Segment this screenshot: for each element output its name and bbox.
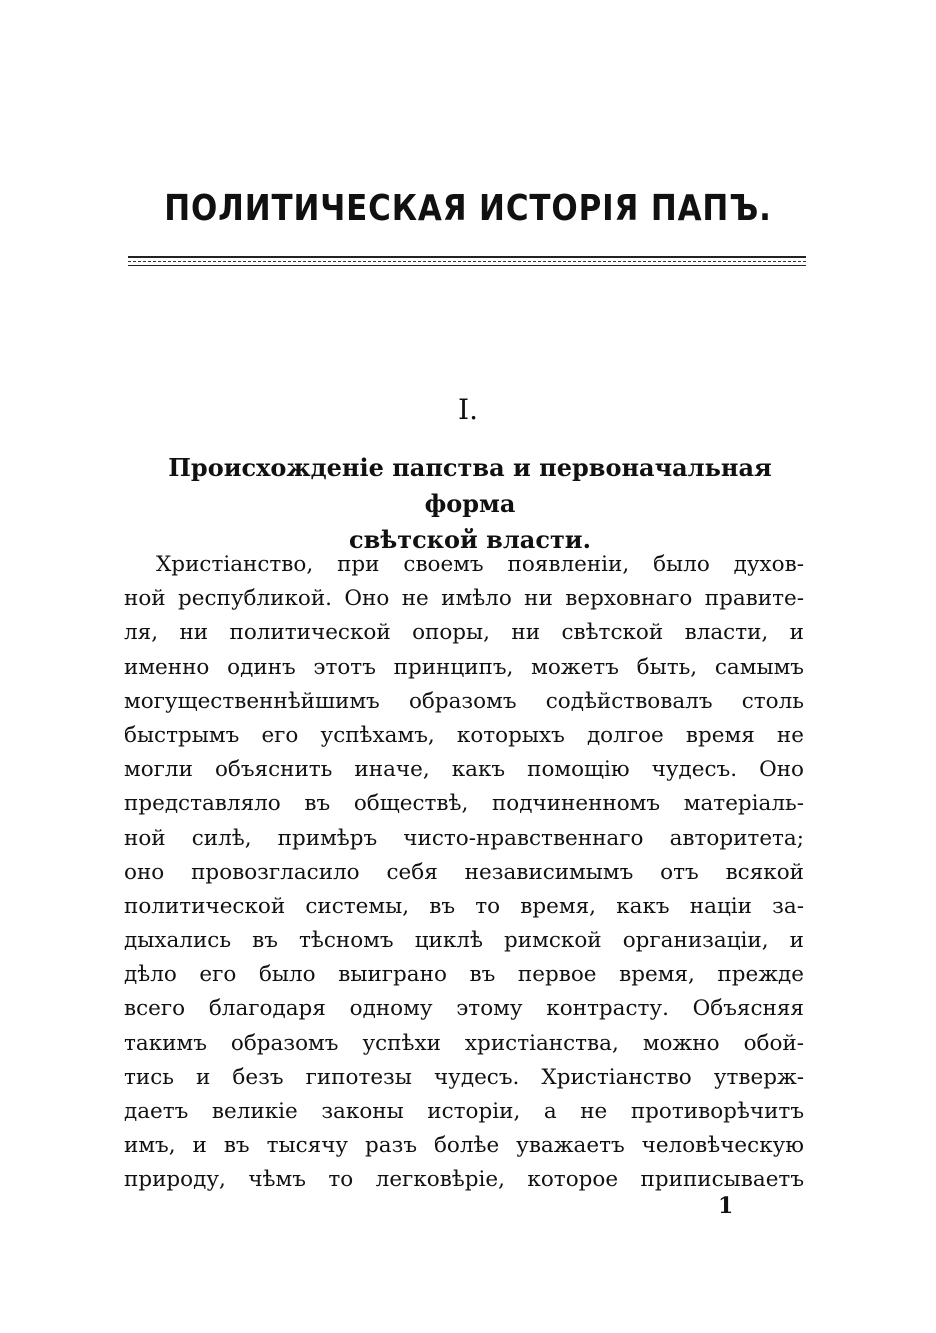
text-line: всего благодаря одному этому контрасту. Объясняя	[124, 996, 804, 1022]
text-line: тись и безъ гипотезы чудесъ. Христіанство утверж-	[124, 1064, 804, 1090]
text-line: ной республикой. Оно не имѣло ни верховнаго правите-	[124, 586, 804, 612]
text-line: политической системы, въ то время, какъ націи за-	[124, 893, 804, 919]
text-line: природу, чѣмъ то легковѣріе, которое приписываетъ	[124, 1167, 804, 1193]
text-line: могущественнѣйшимъ образомъ содѣйствовалъ столь	[124, 688, 804, 714]
chapter-title-line: свѣтской власти.	[349, 525, 591, 554]
text-line: ной силѣ, примѣръ чисто-нравственнаго авторитета;	[124, 825, 804, 851]
text-line: ля, ни политической опоры, ни свѣтской власти, и	[124, 620, 804, 646]
text-line: представляло въ обществѣ, подчиненномъ матеріаль-	[124, 791, 804, 817]
page-number: 1	[718, 1193, 734, 1219]
chapter-title	[120, 450, 820, 558]
title-rule	[128, 256, 806, 268]
title-rule-line	[128, 256, 806, 258]
text-line: могли объяснить иначе, какъ помощію чудесъ. Оно	[124, 757, 804, 783]
chapter-title-line: Происхожденіе папства и первоначальная форма	[168, 453, 772, 518]
text-line: Христіанство, при своемъ появленіи, было духов-	[156, 552, 804, 577]
book-title: ПОЛИТИЧЕСКАЯ ИСТОРІЯ ПАПЪ.	[164, 188, 772, 229]
text-line: дѣло его было выиграно въ первое время, прежде	[124, 962, 804, 988]
text-line: даетъ великіе законы исторіи, а не противорѣчитъ	[124, 1099, 804, 1124]
text-line: быстрымъ его успѣхамъ, которыхъ долгое время не	[124, 722, 804, 748]
text-line: оно провозгласило себя независимымъ отъ всякой	[124, 859, 804, 885]
text-line: именно одинъ этотъ принципъ, можетъ быть, самымъ	[124, 654, 804, 680]
title-rule-line	[128, 261, 806, 262]
title-rule-line	[128, 265, 806, 266]
text-line: имъ, и въ тысячу разъ болѣе уважаетъ человѣческую	[124, 1133, 804, 1159]
chapter-number: I.	[458, 393, 478, 426]
text-line: такимъ образомъ успѣхи христіанства, можно обой-	[124, 1030, 804, 1056]
text-line: дыхались въ тѣсномъ циклѣ римской организаціи, и	[124, 928, 804, 954]
body-paragraph	[124, 548, 804, 1198]
